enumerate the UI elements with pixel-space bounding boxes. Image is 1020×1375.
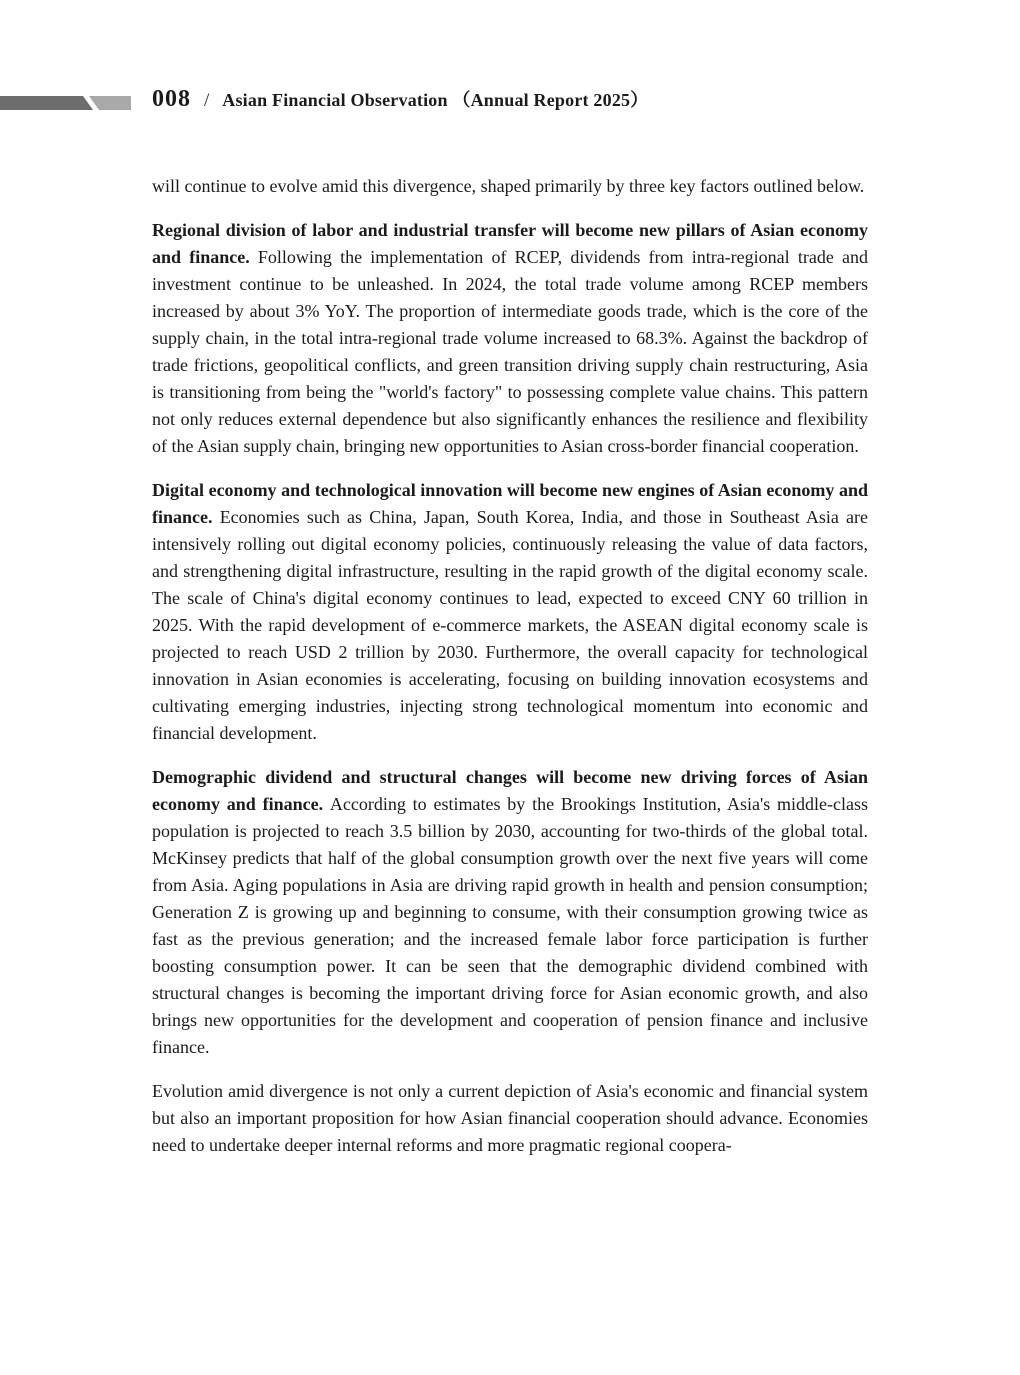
paragraph-lead: Regional division of labor and industrial transfer will become new pillars of Asian economy and finance. xyxy=(152,220,868,267)
page-header xyxy=(152,86,648,113)
page-body xyxy=(152,173,868,1176)
header-bar-dark xyxy=(0,96,93,110)
paragraph xyxy=(152,764,868,1061)
paragraph-text: will continue to evolve amid this divergence, shaped primarily by three key factors outlined below. xyxy=(152,176,865,196)
page-number: 008 xyxy=(152,86,191,112)
paragraph-text: According to estimates by the Brookings Institution, Asia's middle-class population is projected to reach 3.5 billion by 2030, accounting for two-thirds of the global total. McKinsey predicts that half of the global consumption growth over the next five years will come from Asia. Aging populations in Asia are driving rapid growth in health and pension consumption; Generation Z is growing up and beginning to consume, with their consumption growing twice as fast as the previous generation; and the increased female labor force participation is further boosting consumption power. It can be seen that the demographic dividend combined with structural changes is becoming the important driving force for Asian economic growth, and also brings new opportunities for the development and cooperation of pension finance and inclusive finance. xyxy=(152,794,868,1057)
paragraph-text: Evolution amid divergence is not only a current depiction of Asia's economic and financial system but also an important proposition for how Asian financial cooperation should advance. Economies need to undertake deeper internal reforms and more pragmatic regional coopera- xyxy=(152,1081,868,1155)
header-decoration xyxy=(0,96,140,110)
paragraph-lead: Digital economy and technological innovation will become new engines of Asian economy and finance. xyxy=(152,480,868,527)
header-separator: / xyxy=(204,90,210,111)
paragraph-text: Economies such as China, Japan, South Korea, India, and those in Southeast Asia are intensively rolling out digital economy policies, continuously releasing the value of data factors, and strengthening digital infrastructure, resulting in the rapid growth of the digital economy scale. The scale of China's digital economy continues to lead, expected to exceed CNY 60 trillion in 2025. With the rapid development of e-commerce markets, the ASEAN digital economy scale is projected to reach USD 2 trillion by 2030. Furthermore, the overall capacity for technological innovation in Asian economies is accelerating, focusing on building innovation ecosystems and cultivating emerging industries, injecting strong technological momentum into economic and financial development. xyxy=(152,507,868,743)
document-title: Asian Financial Observation （Annual Report 2025） xyxy=(222,90,649,110)
paragraph xyxy=(152,217,868,460)
paragraph-lead: Demographic dividend and structural changes will become new driving forces of Asian economy and finance. xyxy=(152,767,868,814)
paragraph xyxy=(152,1078,868,1159)
header-bar-light xyxy=(89,96,131,110)
paragraph xyxy=(152,173,868,200)
paragraph-text: Following the implementation of RCEP, dividends from intra-regional trade and investment continue to be unleashed. In 2024, the total trade volume among RCEP members increased by about 3% YoY. The proportion of intermediate goods trade, which is the core of the supply chain, in the total intra-regional trade volume increased to 68.3%. Against the backdrop of trade frictions, geopolitical conflicts, and green transition driving supply chain restructuring, Asia is transitioning from being the "world's factory" to possessing complete value chains. This pattern not only reduces external dependence but also significantly enhances the resilience and flexibility of the Asian supply chain, bringing new opportunities to Asian cross-border financial cooperation. xyxy=(152,247,868,456)
paragraph xyxy=(152,477,868,747)
